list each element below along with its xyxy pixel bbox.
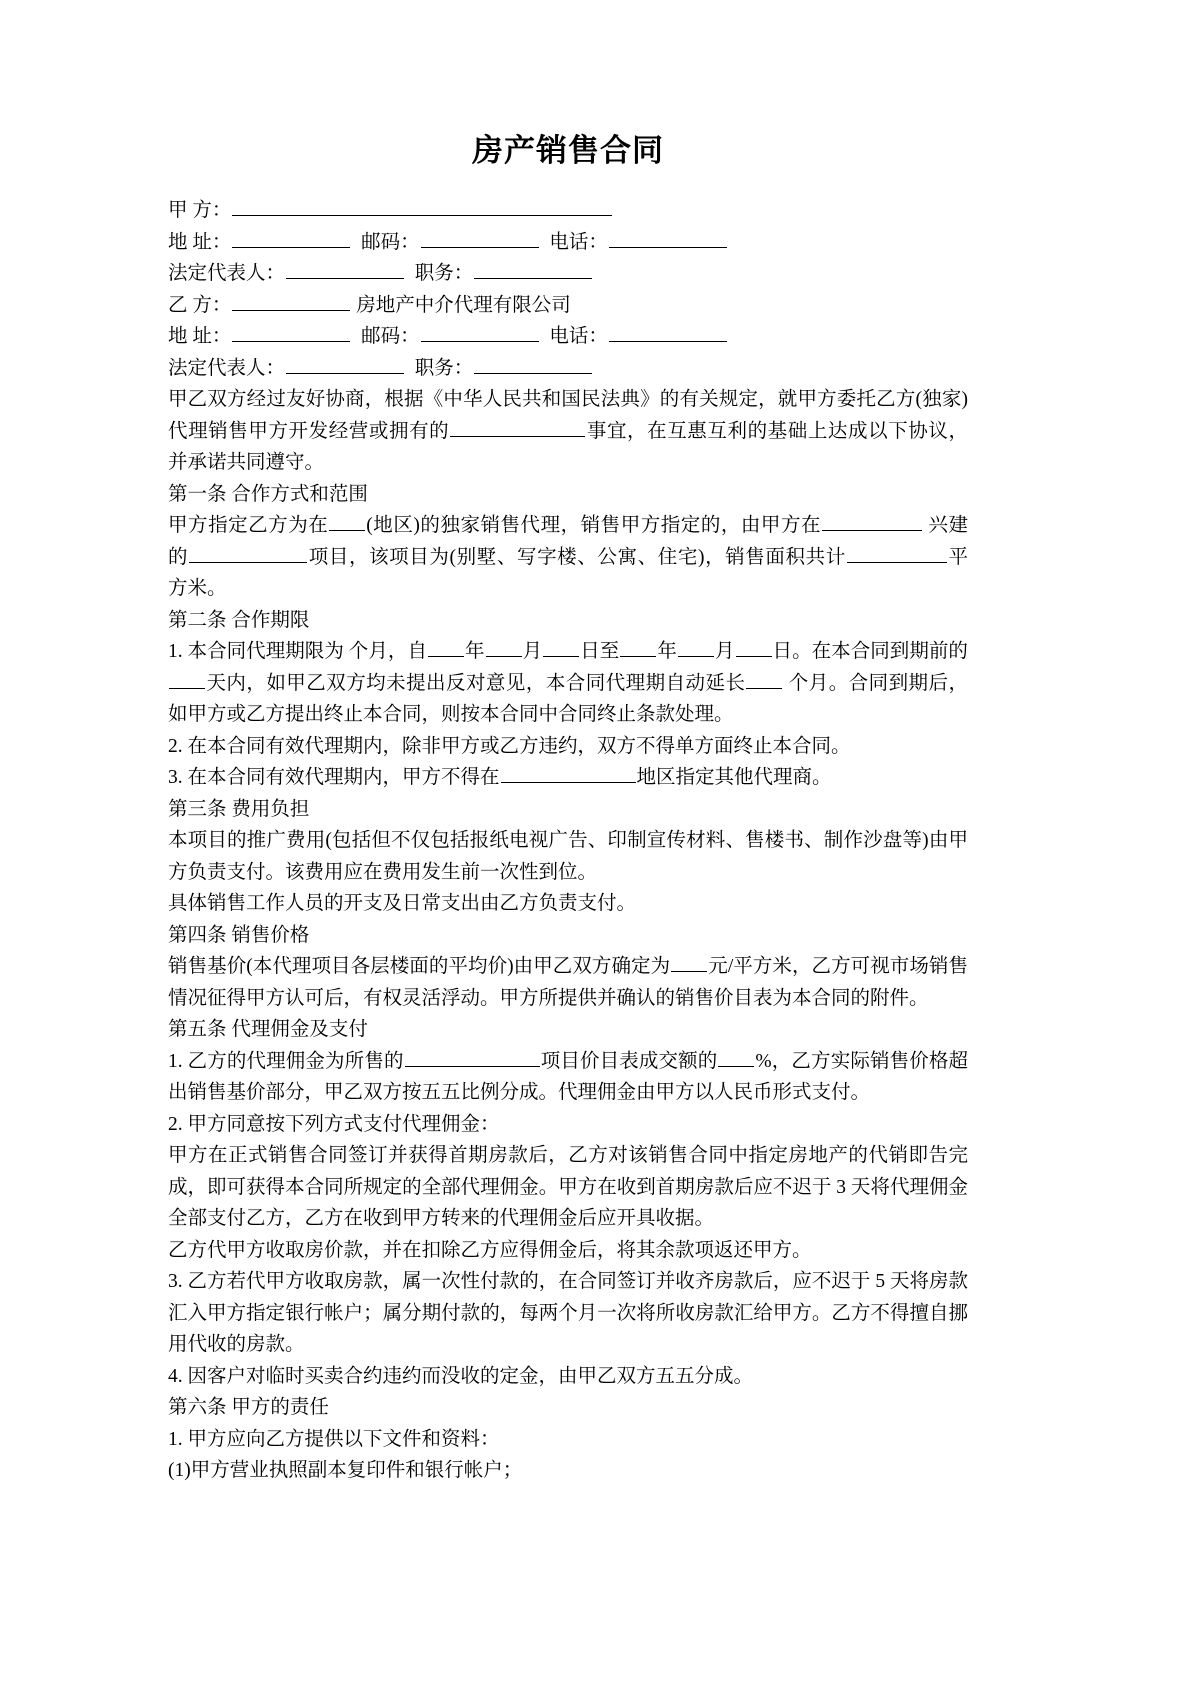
party-a-name-label: 甲 方：: [168, 200, 232, 222]
clause-5-item-1: [168, 1046, 968, 1109]
party-b-phone-label: 电话：: [549, 326, 608, 348]
clause-3-item-1: 本项目的推广费用(包括但不仅包括报纸电视广告、印制宣传材料、售楼书、制作沙盘等)由甲方负责支付。该费用应在费用发生前一次性到位。: [168, 830, 968, 883]
party-a-address-row: [168, 227, 968, 259]
clause-5-blank-percent[interactable]: [718, 1047, 754, 1067]
party-a-postcode-label: 邮码：: [361, 231, 420, 253]
party-b-name-value: 房地产中介代理有限公司: [356, 294, 571, 316]
clause-4-seg-1: 元/平方米，乙方可视市场销售情况征得甲方认可后，有权灵活浮动。甲方所提供并确认的销售价目表为本合同的附件。: [168, 956, 968, 1009]
preamble-blank[interactable]: [450, 417, 585, 437]
preamble-paragraph: [168, 384, 968, 479]
clause-2-seg-1: 年: [464, 641, 485, 663]
clause-6-item-2: (1)甲方营业执照副本复印件和银行帐户；: [168, 1460, 523, 1482]
clause-5-item-5: 3. 乙方若代甲方收取房款，属一次性付款的，在合同签订并收齐房款后，应不迟于 5 天将房款汇入甲方指定银行帐户；属分期付款的，每两个月一次将所收房款汇给甲方。乙方不得擅自挪用代收的房款。: [168, 1271, 968, 1356]
party-b-postcode-label: 邮码：: [361, 326, 420, 348]
clause-2-seg-2: 月: [522, 641, 543, 663]
clause-2-blank-days[interactable]: [169, 669, 205, 689]
clause-2-blank-end-day[interactable]: [736, 638, 772, 658]
clause-5-item-4: 乙方代甲方收取房价款，并在扣除乙方应得佣金后，将其余款项返还甲方。: [168, 1239, 812, 1261]
clause-2-blank-start-month[interactable]: [486, 638, 522, 658]
clause-heading-5: 第五条 代理佣金及支付: [168, 1019, 368, 1041]
clause-5-blank-project[interactable]: [405, 1047, 540, 1067]
clause-5-item-2: 2. 甲方同意按下列方式支付代理佣金：: [168, 1113, 500, 1135]
clause-6-item-1: 1. 甲方应向乙方提供以下文件和资料：: [168, 1428, 500, 1450]
party-b-name-row: [168, 290, 968, 322]
clause-2-item3-seg-1: 地区指定其他代理商。: [636, 767, 832, 789]
clause-2-blank-exclusive-area[interactable]: [501, 764, 636, 784]
clause-2-item-3: [168, 762, 968, 794]
clause-4-blank-base-price[interactable]: [671, 953, 707, 973]
clause-2-blank-extend-months[interactable]: [746, 669, 782, 689]
party-b-postcode-blank[interactable]: [421, 323, 539, 343]
party-b-position-label: 职务：: [414, 357, 474, 379]
party-a-phone-label: 电话：: [549, 231, 608, 253]
clause-1-blank-region[interactable]: [329, 512, 365, 532]
clause-4-seg-0: 销售基价(本代理项目各层楼面的平均价)由甲乙双方确定为: [168, 956, 671, 978]
clause-2-seg-5: 月: [714, 641, 735, 663]
party-a-postcode-blank[interactable]: [421, 228, 539, 248]
clause-1-seg-4: 平方米。: [168, 546, 968, 600]
party-a-legalrep-row: [168, 258, 968, 290]
clause-2-seg-3: 日至: [580, 641, 620, 663]
party-b-position-blank[interactable]: [474, 354, 592, 374]
clause-1-item-1: [168, 510, 968, 605]
party-a-legalrep-blank[interactable]: [286, 260, 404, 280]
party-b-address-label: 地 址：: [168, 326, 232, 348]
preamble-part1: 甲乙双方经过友好协商，根据《中华人民共和国民法典》的有关规定，就甲方委托乙方(独家)代理销售甲方开发经营或拥有的: [168, 389, 968, 442]
party-b-name-blank[interactable]: [232, 291, 350, 311]
clause-1-blank-area[interactable]: [847, 543, 947, 563]
clause-1-seg-3: 项目，该项目为(别墅、写字楼、公寓、住宅)，销售面积共计: [308, 546, 846, 568]
document-body: [168, 132, 968, 1487]
clause-heading-2: 第二条 合作期限: [168, 609, 310, 631]
clause-3-item-2: 具体销售工作人员的开支及日常支出由乙方负责支付。: [168, 893, 637, 915]
clause-2-seg-7: 天内，如甲乙双方均未提出反对意见，本合同代理期自动延长: [206, 672, 746, 694]
clause-2-blank-end-month[interactable]: [678, 638, 714, 658]
party-a-address-label: 地 址：: [168, 231, 232, 253]
clause-1-seg-1: (地区)的独家销售代理，销售甲方指定的，由甲方在: [366, 515, 822, 537]
clause-5-seg-2: %，乙方实际销售价格超出销售基价部分，甲乙双方按五五比例分成。代理佣金由甲方以人民币形式支付。: [168, 1050, 968, 1104]
party-a-position-label: 职务：: [414, 263, 474, 285]
party-a-name-row: [168, 195, 968, 227]
party-a-name-blank[interactable]: [232, 197, 612, 217]
clause-2-seg-8: 个月。合同到期后，如甲方或乙方提出终止本合同，则按本合同中合同终止条款处理。: [168, 672, 968, 726]
party-b-address-blank[interactable]: [232, 323, 350, 343]
clause-2-blank-start-day[interactable]: [543, 638, 579, 658]
clause-2-item-2: 2. 在本合同有效代理期内，除非甲方或乙方违约，双方不得单方面终止本合同。: [168, 735, 851, 757]
clause-1-seg-0: 甲方指定乙方为在: [168, 515, 329, 537]
clause-2-blank-start-year[interactable]: [428, 638, 464, 658]
party-b-name-label: 乙 方：: [168, 294, 232, 316]
clause-2-item-1: [168, 636, 968, 731]
party-a-address-blank[interactable]: [232, 228, 350, 248]
clause-2-seg-6: 日。在本合同到期前的: [772, 641, 968, 663]
clause-5-item-3: 甲方在正式销售合同签订并获得首期房款后，乙方对该销售合同中指定房地产的代销即告完成，即可获得本合同所规定的全部代理佣金。甲方在收到首期房款后应不迟于 3 天将代理佣金全部支付乙方，乙方在收到甲方转来的代理佣金后应开具收据。: [168, 1145, 968, 1230]
clause-1-blank-location[interactable]: [822, 512, 922, 532]
clause-2-seg-4: 年: [657, 641, 677, 663]
clause-heading-1: 第一条 合作方式和范围: [168, 483, 368, 505]
clause-heading-6: 第六条 甲方的责任: [168, 1397, 329, 1419]
page-title: 房产销售合同: [472, 133, 664, 168]
party-b-phone-blank[interactable]: [609, 323, 727, 343]
party-b-legalrep-label: 法定代表人：: [168, 357, 286, 379]
clause-4-item-1: [168, 951, 968, 1014]
clause-2-item3-seg-0: 3. 在本合同有效代理期内，甲方不得在: [168, 767, 500, 789]
clause-heading-3: 第三条 费用负担: [168, 798, 310, 820]
party-b-legalrep-blank[interactable]: [286, 354, 404, 374]
clause-1-seg-2: 兴建的: [168, 515, 968, 568]
clause-5-item-6: 4. 因客户对临时买卖合约违约而没收的定金，由甲乙双方五五分成。: [168, 1365, 754, 1387]
clause-2-seg-0: 1. 本合同代理期限为 个月，自: [168, 641, 427, 663]
party-a-position-blank[interactable]: [474, 260, 592, 280]
preamble-part2: 事宜，在互惠互利的基础上达成以下协议，并承诺共同遵守。: [168, 420, 968, 474]
party-a-legalrep-label: 法定代表人：: [168, 263, 286, 285]
party-b-legalrep-row: [168, 353, 968, 385]
clause-heading-4: 第四条 销售价格: [168, 924, 310, 946]
clause-1-blank-project[interactable]: [189, 543, 307, 563]
clause-2-blank-end-year[interactable]: [620, 638, 656, 658]
party-b-address-row: [168, 321, 968, 353]
clause-5-seg-1: 项目价目表成交额的: [540, 1050, 718, 1072]
party-a-phone-blank[interactable]: [609, 228, 727, 248]
clause-5-seg-0: 1. 乙方的代理佣金为所售的: [168, 1050, 404, 1072]
